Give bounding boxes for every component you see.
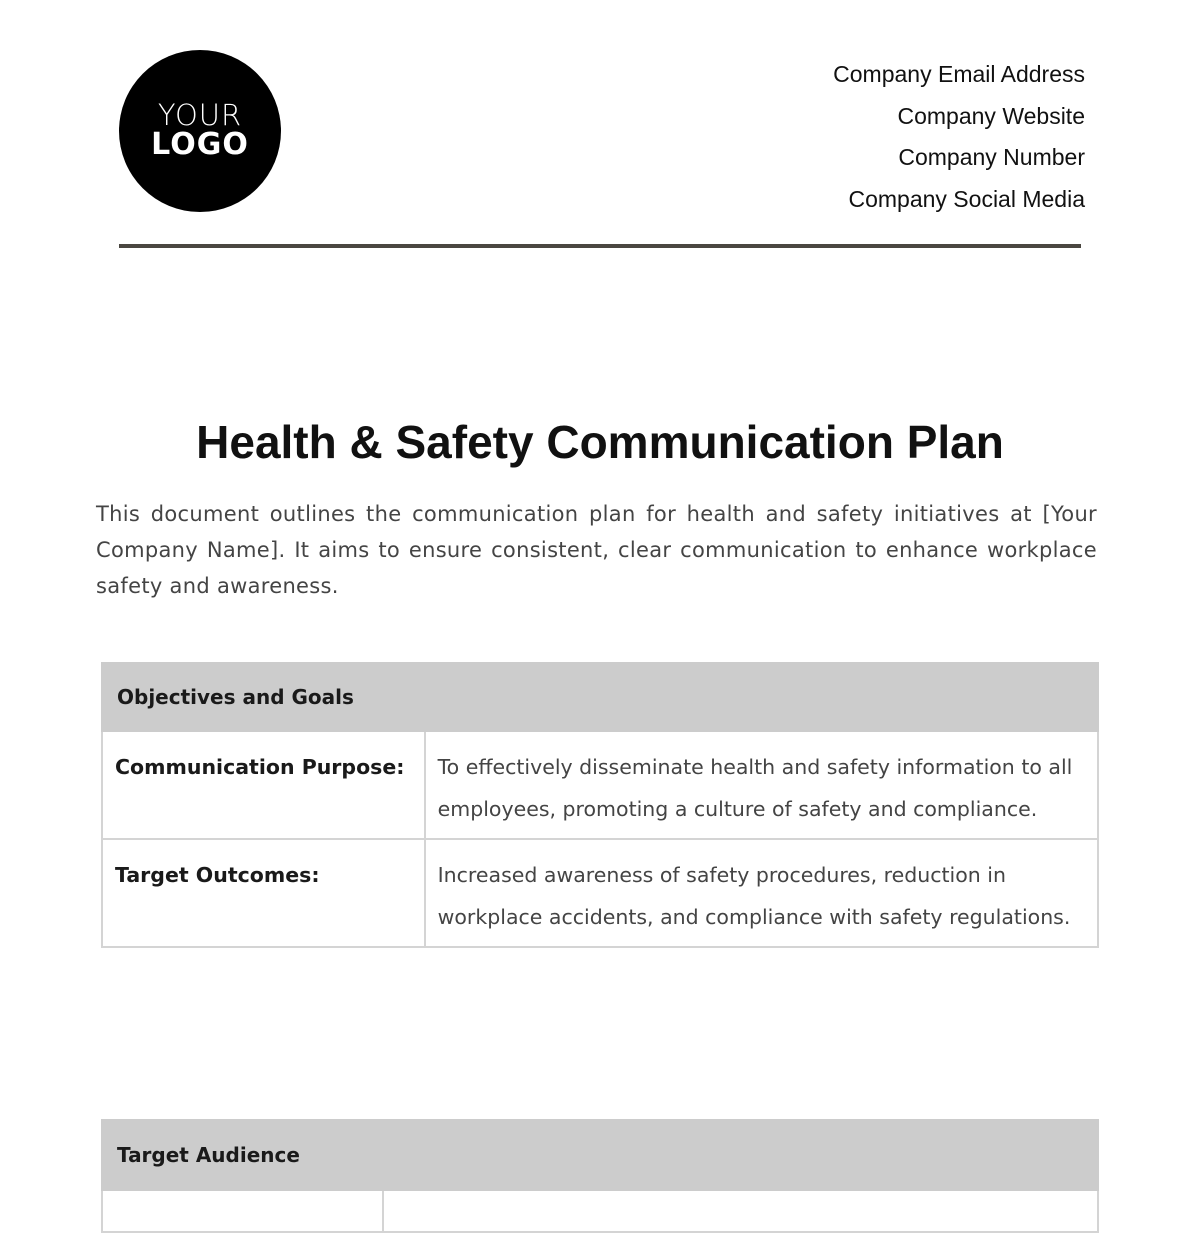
row-label-communication-purpose: Communication Purpose:	[102, 731, 425, 839]
section-heading-target-audience: Target Audience	[102, 1120, 1098, 1190]
table-row	[102, 839, 1098, 947]
company-contact-block	[833, 54, 1085, 220]
company-email: Company Email Address	[833, 61, 1085, 87]
table-row	[102, 1190, 1098, 1232]
row-value-communication-purpose: To effectively disseminate health and safety information to all employees, promoting a culture of safety and compliance.	[425, 731, 1098, 839]
row-label-target-outcomes: Target Outcomes:	[102, 839, 425, 947]
table-header-row	[102, 1120, 1098, 1190]
logo-text-your: YOUR	[157, 97, 243, 132]
table-header-row	[102, 663, 1098, 731]
document-title: Health & Safety Communication Plan	[196, 416, 1004, 468]
row-value-target-outcomes: Increased awareness of safety procedures, reduction in workplace accidents, and compliance with safety regulations.	[425, 839, 1098, 947]
table-cell	[383, 1190, 1098, 1232]
audience-table	[101, 1119, 1099, 1233]
company-number: Company Number	[898, 144, 1085, 170]
company-logo	[119, 50, 281, 212]
section-heading-objectives: Objectives and Goals	[102, 663, 1098, 731]
company-website: Company Website	[897, 102, 1085, 129]
objectives-table	[101, 662, 1099, 948]
header-divider	[119, 244, 1081, 248]
company-social-media: Company Social Media	[848, 185, 1085, 212]
table-cell	[102, 1190, 383, 1232]
table-row	[102, 731, 1098, 839]
logo-text-logo: LOGO	[151, 127, 249, 163]
intro-paragraph: This document outlines the communication plan for health and safety initiatives at [Your Company Name]. It aims to ensure consistent, clear communication to enhance workplace safety and awareness.	[96, 502, 1097, 598]
